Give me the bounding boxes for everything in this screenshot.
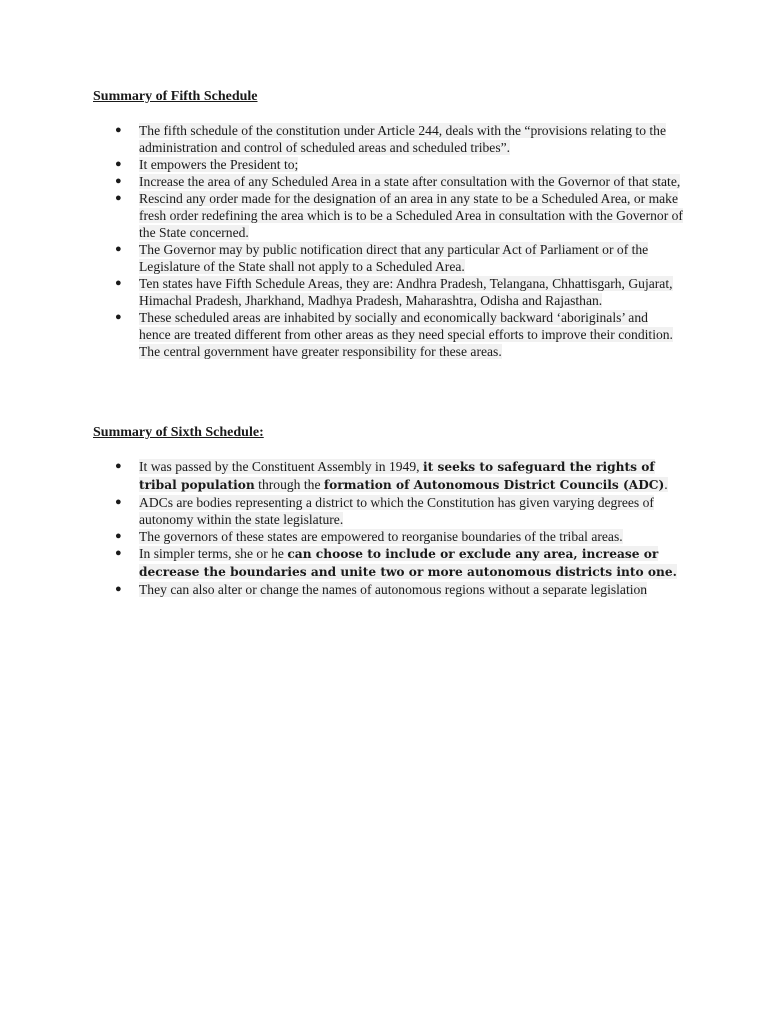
list-item: ● The governors of these states are empowered to reorganise boundaries of the tribal areas. — [115, 529, 623, 544]
list-item: ● It empowers the President to; — [115, 157, 299, 172]
list-item: ● These scheduled areas are inhabited by socially and economically backward ‘aboriginals’ and hence are treated different from other areas as they need special efforts to improve their condition. The central government have greater responsibility for these areas. — [115, 310, 673, 359]
fifth-schedule-heading: Summary of Fifth Schedule — [93, 89, 258, 104]
list-item: ● Ten states have Fifth Schedule Areas, they are: Andhra Pradesh, Telangana, Chhattisgarh, Gujarat, Himachal Pradesh, Jharkhand, Madhya Pradesh, Maharashtra, Odisha and Rajasthan. — [115, 276, 673, 308]
bullet-icon: ● — [115, 311, 122, 323]
sixth-schedule-section — [93, 424, 683, 598]
bullet-icon: ● — [115, 496, 122, 508]
fifth-schedule-list — [93, 122, 683, 360]
fifth-schedule-section — [93, 88, 683, 360]
list-item: ● The Governor may by public notification direct that any particular Act of Parliament or of the Legislature of the State shall not apply to a Scheduled Area. — [115, 242, 649, 274]
list-item: ● ADCs are bodies representing a district to which the Constitution has given varying degrees of autonomy within the state legislature. — [115, 495, 654, 527]
sixth-schedule-list — [93, 458, 683, 598]
list-item: ● Increase the area of any Scheduled Area in a state after consultation with the Governor of that state, — [115, 174, 681, 189]
bullet-icon: ● — [115, 460, 122, 472]
list-item: ● They can also alter or change the names of autonomous regions without a separate legislation — [115, 582, 648, 597]
list-item: ● Rescind any order made for the designation of an area in any state to be a Scheduled Area, or make fresh order redefining the area which is to be a Scheduled Area in consultation with the Governor of the State concerned. — [115, 191, 683, 240]
bullet-icon: ● — [115, 158, 122, 170]
bullet-icon: ● — [115, 175, 122, 187]
bullet-icon: ● — [115, 277, 122, 289]
bullet-icon: ● — [115, 583, 122, 595]
list-item: ● The fifth schedule of the constitution under Article 244, deals with the “provisions relating to the administration and control of scheduled areas and scheduled tribes”. — [115, 123, 667, 155]
bullet-icon: ● — [115, 124, 122, 136]
list-item: ● It was passed by the Constituent Assembly in 1949, it seeks to safeguard the rights of tribal population through the formation of Autonomous District Councils (ADC). — [115, 459, 668, 492]
bullet-icon: ● — [115, 547, 122, 559]
bullet-icon: ● — [115, 243, 122, 255]
sixth-schedule-heading: Summary of Sixth Schedule: — [93, 425, 264, 440]
bullet-icon: ● — [115, 192, 122, 204]
bullet-icon: ● — [115, 530, 122, 542]
list-item: ● In simpler terms, she or he can choose to include or exclude any area, increase or decrease the boundaries and unite two or more autonomous districts into one. — [115, 546, 677, 579]
